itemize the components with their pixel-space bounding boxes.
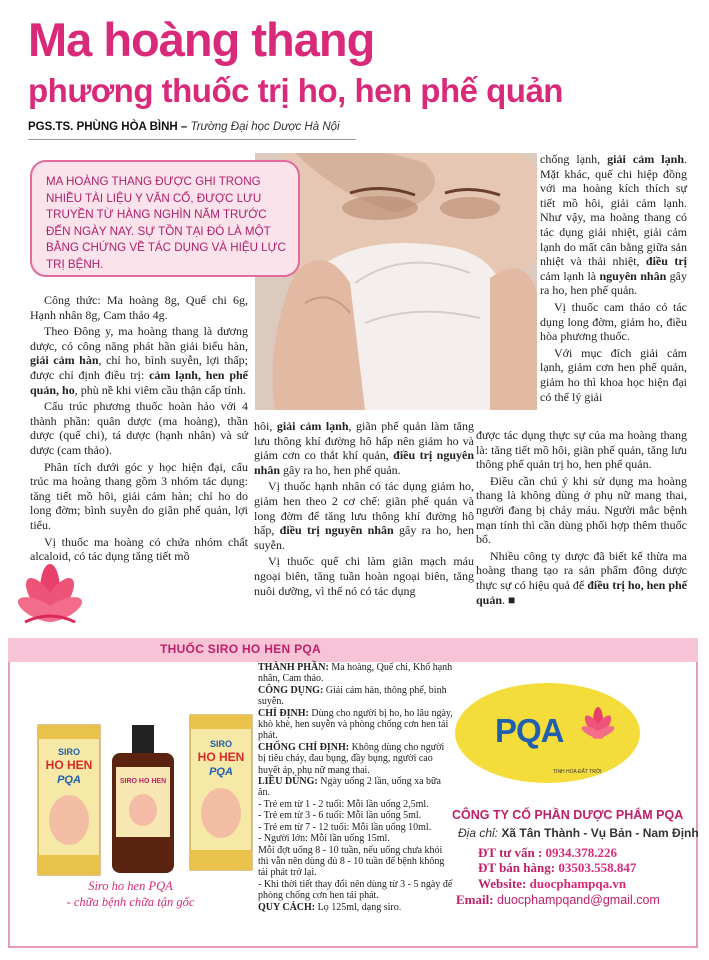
bold-text: điều trị: [645, 254, 687, 269]
detail-text: - Người lớn: Mỗi lần uống 15ml.: [258, 833, 390, 845]
detail-text: Không dùng cho người bị tiêu chảy, đau bụng, đầy bụng, người cao huyết áp, phụ nữ mang thai.: [258, 741, 445, 776]
box-brand-pqa: PQA: [209, 766, 233, 778]
paragraph: Vị thuốc cam thảo có tác dụng long đờm, giảm ho, điều hòa phương thuốc.: [540, 299, 687, 344]
detail-line: [258, 833, 454, 844]
consult-phone: [478, 845, 617, 861]
detail-line: [258, 799, 454, 810]
pqa-logo: PQA: [495, 712, 564, 749]
slogan-line-1: Siro ho hen PQA: [88, 879, 173, 893]
text-run: , chỉ ho, bình suyễn, lợi thấp; được chỉ định điều trị:: [30, 353, 249, 382]
paragraph: Cấu trúc phương thuốc hoàn hảo với 4 thành phần: quân dược (ma hoàng), thần dược (quế chi), tá dược (hạnh nhân) và sứ dược (cam thảo).: [30, 399, 248, 457]
address-label: Địa chỉ:: [458, 826, 499, 840]
article-subtitle: phương thuốc trị ho, hen phế quản: [28, 72, 563, 109]
detail-text: Giải cảm hàn, thông phế, bình suyễn.: [258, 684, 447, 708]
logo-tagline: TINH HOA ĐẤT TRỜI: [553, 769, 602, 775]
text-run: chống lạnh,: [540, 152, 608, 166]
detail-text: Ngày uống 2 lần, uống xa bữa ăn.: [258, 776, 441, 799]
bold-text: nguyên nhân: [599, 268, 667, 283]
box-brand-siro: SIRO: [209, 739, 233, 749]
lotus-flower-icon: [0, 560, 100, 632]
paragraph: [476, 549, 687, 607]
detail-text: - Trẻ em từ 3 - 6 tuổi: Mỗi lần uống 5ml.: [258, 810, 422, 822]
website-link[interactable]: duocphampqa.vn: [526, 876, 627, 891]
text-run: , phù nề khi viêm cầu thận cấp tính.: [74, 382, 246, 397]
paragraph: [540, 152, 687, 298]
bold-text: giải cảm hàn: [30, 353, 99, 368]
paragraph: Vị thuốc ma hoàng có chứa nhóm chất alcaloid, có tác dụng tăng tiết mồ: [30, 534, 248, 564]
text-run: hôi,: [254, 419, 277, 433]
article-column-2: [254, 419, 474, 600]
advertisement-header-band: [8, 638, 698, 662]
text-run: . Mặt khác, quế chi hiệp đồng với ma hoàng kích thích sự tiết mồ hôi, giải cảm lạnh. Như vậy, ma hoàng thang có tác dụng giải nhiệt, giải cảm lạnh do mất cân bằng giữa sản nhiệt và thải nhiệt,: [540, 152, 687, 269]
bold-text: điều trị nguyên nhân: [254, 448, 474, 477]
sales-label: ĐT bán hàng: [478, 860, 551, 875]
consult-phone-number[interactable]: 0934.378.226: [545, 845, 618, 860]
bold-text: điều trị ho, hen phế quản: [476, 577, 688, 607]
detail-text: - Trẻ em từ 7 - 12 tuổi: Mỗi lần uống 10ml.: [258, 821, 432, 833]
byline: [28, 121, 340, 133]
email-label: Email:: [456, 892, 494, 907]
separator: :: [550, 860, 559, 875]
detail-label: CHỐNG CHỈ ĐỊNH:: [258, 741, 350, 753]
detail-label: CHỈ ĐỊNH:: [258, 707, 309, 719]
detail-label: CÔNG DỤNG:: [258, 684, 324, 696]
sales-phone-number[interactable]: 03503.558.847: [558, 860, 637, 875]
detail-label: LIỀU DÙNG:: [258, 776, 318, 788]
article-column-3-bottom: [476, 428, 687, 609]
detail-text: Dùng cho người bị ho, ho lâu ngày, khò khè, hen suyễn và phòng chống cơn hen tái phát.: [258, 707, 453, 742]
consult-label: ĐT tư vấn: [478, 845, 535, 860]
paragraph: [254, 419, 474, 477]
bold-text: điều trị nguyên nhân: [279, 523, 394, 538]
detail-line: [258, 845, 454, 879]
detail-text: - Khi thời tiết thay đổi nên dùng từ 3 - 5 ngày để phòng chống cơn hen tái phát.: [258, 878, 453, 902]
paragraph: được tác dụng thực sự của ma hoàng thang là: tăng tiết mồ hôi, giãn phế quản, tăng lưu thông phế quản trị ho, hen phế quản.: [476, 428, 687, 472]
byline-dash: –: [177, 121, 191, 133]
detail-line: [258, 902, 454, 913]
detail-line: [258, 742, 454, 776]
author-name: PGS.TS. PHÙNG HÒA BÌNH: [28, 121, 178, 133]
detail-line: [258, 776, 454, 799]
detail-line: [258, 810, 454, 821]
text-run: gây ra ho, hen phế quản.: [540, 268, 688, 298]
box-brand-siro: SIRO: [57, 747, 81, 757]
article-column-3-top: [540, 152, 687, 406]
box-brand-pqa: PQA: [57, 774, 81, 786]
paragraph: Với mục đích giải cảm lạnh, giảm cơn hen phế quản, giảm ho thì khoa học hiện đại có thể lý giải: [540, 345, 687, 404]
separator: :: [534, 845, 546, 860]
bold-text: giải cảm lạnh: [607, 152, 684, 166]
article-column-1: [30, 293, 248, 566]
text-run: gây ra ho, hen suyễn.: [254, 523, 474, 552]
website-label: Website:: [478, 876, 527, 891]
detail-text: - Trẻ em từ 1 - 2 tuổi: Mỗi lần uống 2,5ml.: [258, 798, 429, 810]
product-details: [258, 662, 454, 913]
advertisement-title: THUỐC SIRO HO HEN PQA: [160, 642, 321, 656]
detail-line: [258, 879, 454, 902]
paragraph: [254, 479, 474, 552]
bold-text: cảm lạnh, hen phế quản, ho: [30, 367, 248, 397]
company-name: CÔNG TY CỔ PHẦN DƯỢC PHẨM PQA: [452, 808, 684, 822]
detail-text: Mỗi đợt uống 8 - 10 tuần, nếu uống chưa khỏi thì vẫn nên dùng đủ 8 - 10 tuần để bệnh không tái phát trở lại.: [258, 844, 445, 879]
detail-label: QUY CÁCH:: [258, 901, 316, 913]
paragraph: [30, 324, 248, 397]
text-run: , giãn phế quản làm tăng lưu thông khí đường hô hấp nên giảm ho và giảm cơn co thắt khí quản,: [254, 419, 475, 463]
text-run: Theo Đông y, ma hoàng thang là dương dược, có công năng phát hãn giải biểu hàn,: [30, 324, 248, 353]
text-run: Vị thuốc hạnh nhân có tác dụng giảm ho, giảm hen theo 2 cơ chế: giãn phế quản và long đờm để tăng lưu thông khí đường hô hấp,: [254, 479, 474, 538]
text-run: cảm lạnh là: [540, 268, 600, 283]
detail-label: THÀNH PHẦN:: [258, 662, 329, 673]
bold-text: giải cảm lạnh: [276, 419, 349, 433]
product-image: [30, 705, 260, 877]
box-brand-ho-hen: HO HEN: [45, 758, 93, 772]
slogan-line-2: - chữa bệnh chữa tận gốc: [66, 895, 195, 909]
paragraph: Vị thuốc quế chi làm giãn mạch máu ngoại biên, tăng tuần hoàn ngoại biên, tăng nuôi dưỡng, vì thế nó có tác dụng: [254, 554, 474, 598]
byline-divider: [28, 139, 356, 140]
detail-line: [258, 662, 454, 685]
text-run: gây ra ho, hen phế quản.: [280, 462, 401, 477]
product-slogan: [18, 878, 243, 910]
lotus-logo-icon: [577, 705, 619, 745]
paragraph: Phân tích dưới góc y học hiện đại, cấu trúc ma hoàng thang gồm 3 nhóm tác dụng: tăng tiết mồ hôi, giải cảm hàn; chỉ ho do long đờm; bình suyễn do giãn phế quản, lợi tiểu.: [30, 459, 248, 532]
paragraph: Điều cần chú ý khi sử dụng ma hoàng thang là không dùng ở phụ nữ mang thai, người đang bị chảy máu. Người mắc bệnh mạn tính thì cần dùng phối hợp thêm thuốc bổ.: [476, 473, 687, 547]
detail-line: [258, 708, 454, 742]
article-title: Ma hoàng thang: [28, 13, 375, 66]
detail-text: Lọ 125ml, dạng siro.: [315, 901, 402, 913]
author-affiliation: Trường Đại học Dược Hà Nội: [190, 121, 340, 133]
box-brand-ho-hen: HO HEN: [197, 750, 245, 764]
pull-quote: MA HOÀNG THANG ĐƯỢC GHI TRONG NHIỀU TÀI LIỆU Y VĂN CỔ, ĐƯỢC LƯU TRUYỀN TỪ HÀNG NGHÌN NĂM TRƯỚC ĐẾN NGÀY NAY. SỰ TỒN TẠI ĐÓ LÀ MỘT BẰNG CHỨNG VỀ TÁC DỤNG VÀ HIỆU LỰC TRỊ BỆNH.: [30, 160, 300, 277]
email-link[interactable]: duocphampqand@gmail.com: [493, 893, 660, 907]
bottle-label: SIRO HO HEN: [119, 778, 167, 785]
detail-line: [258, 822, 454, 833]
paragraph: Công thức: Ma hoàng 8g, Quế chi 6g, Hạnh nhân 8g, Cam thảo 4g.: [30, 293, 248, 322]
sales-phone: [478, 860, 636, 876]
address-value: Xã Tân Thành - Vụ Bản - Nam Định: [498, 826, 699, 840]
email: [456, 892, 660, 908]
website: [478, 876, 626, 892]
detail-line: [258, 685, 454, 708]
company-address: [458, 826, 699, 840]
text-run: . ■: [502, 592, 516, 607]
detail-text: Ma hoàng, Quế chi, Khổ hạnh nhân, Cam thảo.: [258, 662, 453, 685]
text-run: Nhiều công ty dược đã biết kế thừa ma hoàng thang tạo ra sản phẩm đông dược thực sự có hiệu quả để: [476, 548, 687, 592]
